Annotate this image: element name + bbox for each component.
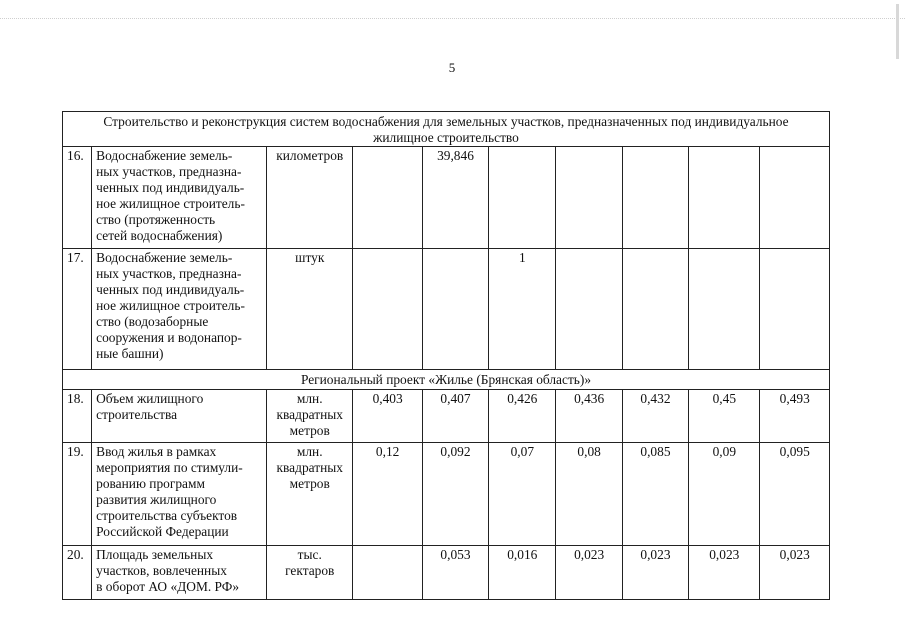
indicator-name: Водоснабжение земель- ных участков, предназна- ченных под индивидуаль- ное жилищное строитель- ство (водозаборные сооружения и водонапор- ные башни) (92, 249, 267, 370)
value-cell: 0,403 (353, 390, 422, 443)
value-cell (556, 249, 622, 370)
value-cell: 0,12 (353, 443, 422, 546)
value-cell (760, 249, 830, 370)
value-cell: 0,432 (622, 390, 688, 443)
value-cell (622, 147, 688, 249)
value-cell (422, 249, 488, 370)
table-row (63, 443, 830, 546)
value-cell: 0,407 (422, 390, 488, 443)
value-cell (489, 147, 556, 249)
unit-cell: штук (267, 249, 353, 370)
value-cell: 0,023 (760, 546, 830, 600)
indicator-name: Объем жилищного строительства (92, 390, 267, 443)
row-number: 18. (63, 390, 92, 443)
section-header-row (63, 370, 830, 390)
indicator-name: Ввод жилья в рамках мероприятия по стимули- рованию программ развития жилищного строительства субъектов Российской Федерации (92, 443, 267, 546)
value-cell: 0,07 (489, 443, 556, 546)
value-cell: 0,053 (422, 546, 488, 600)
value-cell: 1 (489, 249, 556, 370)
value-cell (689, 147, 760, 249)
value-cell: 0,023 (556, 546, 622, 600)
value-cell: 0,09 (689, 443, 760, 546)
section-title-water-supply: Строительство и реконструкция систем водоснабжения для земельных участков, предназначенных под индивидуальное жилищное строительство (63, 112, 830, 147)
value-cell: 0,023 (622, 546, 688, 600)
row-number: 20. (63, 546, 92, 600)
unit-cell: млн. квадратных метров (267, 390, 353, 443)
indicator-name: Водоснабжение земель- ных участков, предназна- ченных под индивидуаль- ное жилищное строитель- ство (протяженность сетей водоснабжения) (92, 147, 267, 249)
value-cell: 0,095 (760, 443, 830, 546)
page-number: 5 (448, 60, 456, 75)
table-row (63, 249, 830, 370)
value-cell: 0,436 (556, 390, 622, 443)
value-cell: 0,092 (422, 443, 488, 546)
scan-artifact-dots (0, 18, 905, 21)
value-cell: 0,08 (556, 443, 622, 546)
indicators-table (62, 111, 830, 600)
value-cell (556, 147, 622, 249)
table-row (63, 147, 830, 249)
value-cell: 0,085 (622, 443, 688, 546)
value-cell (353, 546, 422, 600)
value-cell (689, 249, 760, 370)
value-cell (760, 147, 830, 249)
value-cell: 0,016 (489, 546, 556, 600)
value-cell (622, 249, 688, 370)
value-cell: 0,426 (489, 390, 556, 443)
value-cell (353, 249, 422, 370)
value-cell: 39,846 (422, 147, 488, 249)
value-cell: 0,493 (760, 390, 830, 443)
section-title-housing-project: Региональный проект «Жилье (Брянская область)» (63, 370, 830, 390)
unit-cell: тыс. гектаров (267, 546, 353, 600)
scan-artifact-edge (896, 4, 899, 59)
table-row (63, 390, 830, 443)
value-cell: 0,45 (689, 390, 760, 443)
unit-cell: млн. квадратных метров (267, 443, 353, 546)
value-cell (353, 147, 422, 249)
indicator-name: Площадь земельных участков, вовлеченных в оборот АО «ДОМ. РФ» (92, 546, 267, 600)
row-number: 17. (63, 249, 92, 370)
unit-cell: километров (267, 147, 353, 249)
row-number: 16. (63, 147, 92, 249)
value-cell: 0,023 (689, 546, 760, 600)
row-number: 19. (63, 443, 92, 546)
section-header-row (63, 112, 830, 147)
table-row (63, 546, 830, 600)
